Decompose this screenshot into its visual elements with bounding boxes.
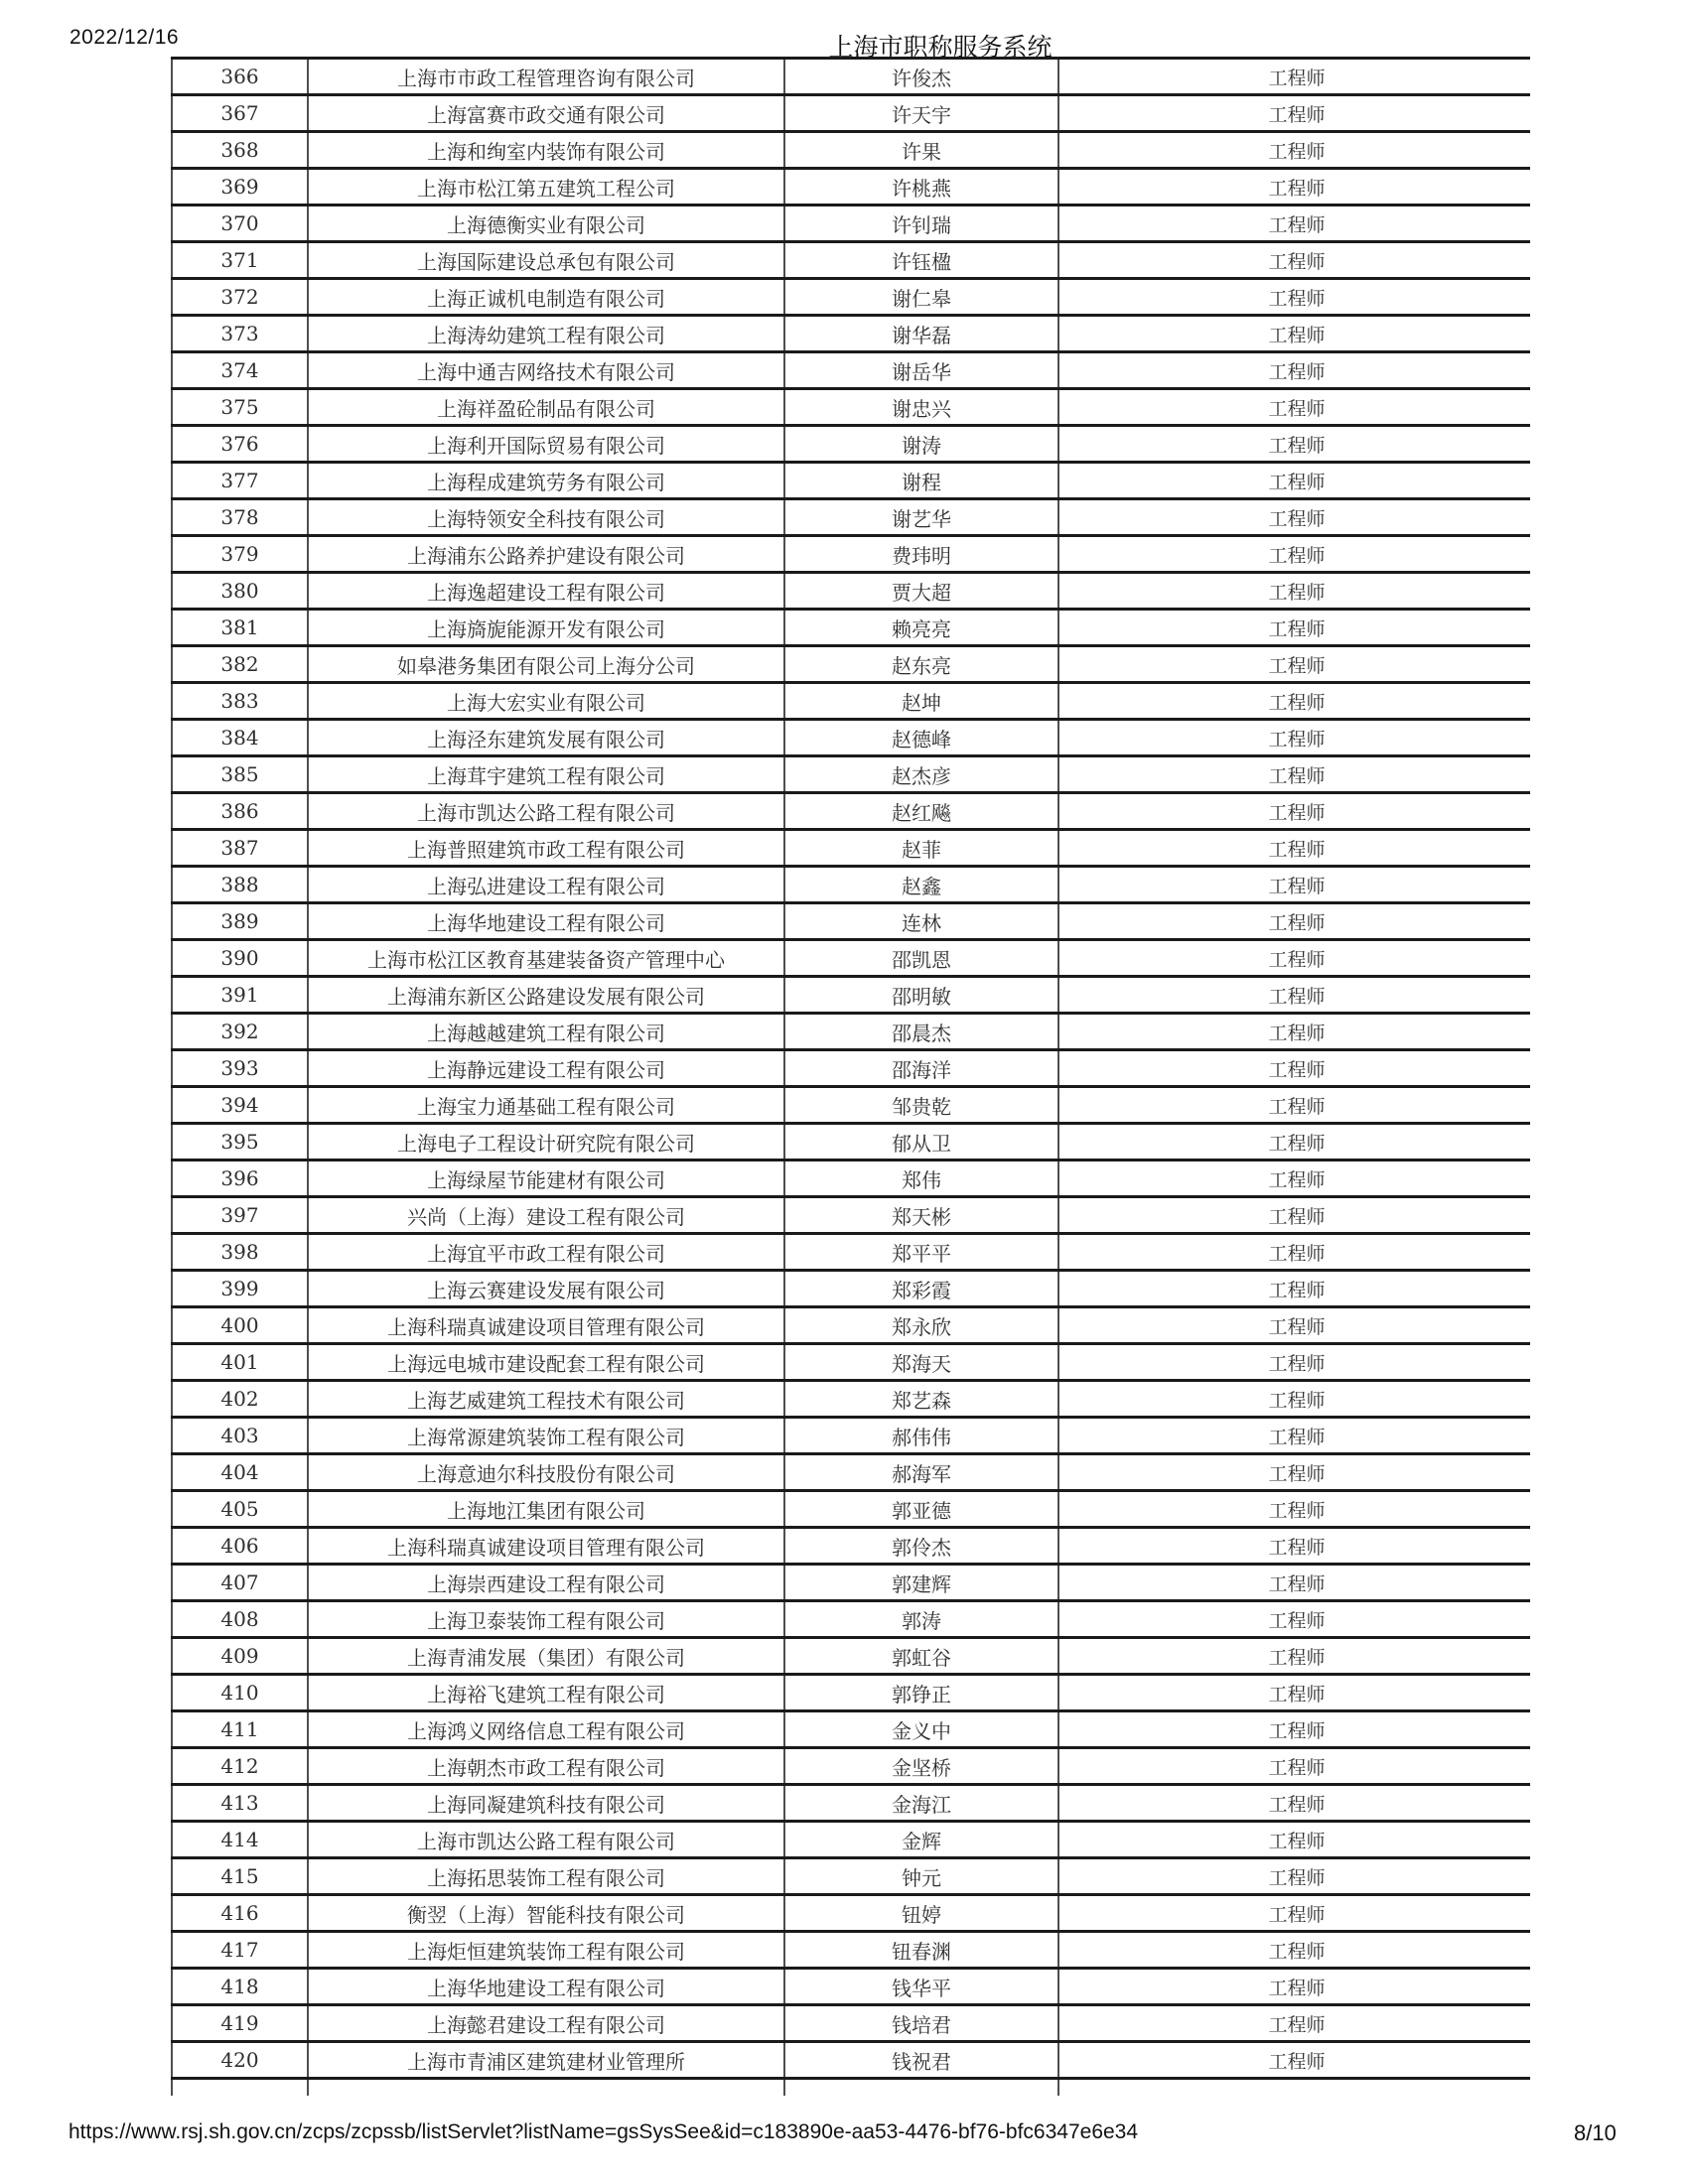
row-number-cell: 378 bbox=[172, 499, 308, 536]
person-name-cell: 邵海洋 bbox=[784, 1050, 1058, 1087]
row-number-cell: 381 bbox=[172, 610, 308, 646]
table-row bbox=[172, 1638, 1530, 1675]
job-title-cell: 工程师 bbox=[1058, 352, 1530, 389]
person-name-cell: 谢艺华 bbox=[784, 499, 1058, 536]
row-number-cell: 389 bbox=[172, 903, 308, 940]
company-cell: 上海电子工程设计研究院有限公司 bbox=[308, 1124, 784, 1160]
table-row bbox=[172, 1307, 1530, 1344]
table-row bbox=[172, 830, 1530, 867]
row-number-cell: 400 bbox=[172, 1307, 308, 1344]
person-name-cell: 钱祝君 bbox=[784, 2042, 1058, 2079]
company-cell: 上海茸宇建筑工程有限公司 bbox=[308, 756, 784, 793]
job-title-cell: 工程师 bbox=[1058, 867, 1530, 903]
person-name-cell: 郝伟伟 bbox=[784, 1418, 1058, 1454]
job-title-cell: 工程师 bbox=[1058, 1491, 1530, 1528]
row-number-cell: 418 bbox=[172, 1969, 308, 2005]
row-number-cell: 377 bbox=[172, 463, 308, 499]
person-name-cell: 谢岳华 bbox=[784, 352, 1058, 389]
table-row bbox=[172, 1932, 1530, 1969]
person-name-cell: 郑永欣 bbox=[784, 1307, 1058, 1344]
row-number-cell: 415 bbox=[172, 1858, 308, 1895]
print-footer-url: https://www.rsj.sh.gov.cn/zcps/zcpssb/listServlet?listName=gsSysSee&id=c183890e-aa53-4476-bf76-bfc6347e6e34 bbox=[69, 2120, 1139, 2143]
table-row bbox=[172, 1197, 1530, 1234]
job-title-cell: 工程师 bbox=[1058, 1160, 1530, 1197]
row-number-cell: 403 bbox=[172, 1418, 308, 1454]
company-cell: 上海同凝建筑科技有限公司 bbox=[308, 1785, 784, 1822]
person-name-cell: 费玮明 bbox=[784, 536, 1058, 573]
job-title-cell: 工程师 bbox=[1058, 1601, 1530, 1638]
table-row bbox=[172, 1785, 1530, 1822]
job-title-cell: 工程师 bbox=[1058, 1307, 1530, 1344]
empty-cell bbox=[308, 2079, 784, 2097]
empty-cell bbox=[172, 2079, 308, 2097]
person-name-cell: 邵明敏 bbox=[784, 977, 1058, 1014]
print-date: 2022/12/16 bbox=[70, 26, 180, 49]
company-cell: 上海绿屋节能建材有限公司 bbox=[308, 1160, 784, 1197]
page-number: 8/10 bbox=[1574, 2120, 1617, 2145]
person-name-cell: 钮春渊 bbox=[784, 1932, 1058, 1969]
person-name-cell: 贾大超 bbox=[784, 573, 1058, 610]
person-name-cell: 许钰楹 bbox=[784, 242, 1058, 279]
roster-table-wrap bbox=[171, 57, 1530, 2096]
job-title-cell: 工程师 bbox=[1058, 940, 1530, 977]
row-number-cell: 387 bbox=[172, 830, 308, 867]
company-cell: 上海浦东公路养护建设有限公司 bbox=[308, 536, 784, 573]
row-number-cell: 380 bbox=[172, 573, 308, 610]
table-row bbox=[172, 867, 1530, 903]
person-name-cell: 邵凯恩 bbox=[784, 940, 1058, 977]
table-row bbox=[172, 1050, 1530, 1087]
table-row bbox=[172, 940, 1530, 977]
person-name-cell: 赵东亮 bbox=[784, 646, 1058, 683]
person-name-cell: 谢涛 bbox=[784, 426, 1058, 463]
person-name-cell: 郑平平 bbox=[784, 1234, 1058, 1271]
row-number-cell: 414 bbox=[172, 1822, 308, 1858]
person-name-cell: 许俊杰 bbox=[784, 59, 1058, 95]
company-cell: 上海地江集团有限公司 bbox=[308, 1491, 784, 1528]
table-row bbox=[172, 536, 1530, 573]
job-title-cell: 工程师 bbox=[1058, 793, 1530, 830]
company-cell: 上海拓思装饰工程有限公司 bbox=[308, 1858, 784, 1895]
company-cell: 上海宜平市政工程有限公司 bbox=[308, 1234, 784, 1271]
table-row bbox=[172, 1858, 1530, 1895]
person-name-cell: 郑天彬 bbox=[784, 1197, 1058, 1234]
job-title-cell: 工程师 bbox=[1058, 279, 1530, 316]
company-cell: 上海浦东新区公路建设发展有限公司 bbox=[308, 977, 784, 1014]
page-title: 上海市职称服务系统 bbox=[828, 34, 1053, 62]
job-title-cell: 工程师 bbox=[1058, 1087, 1530, 1124]
row-number-cell: 409 bbox=[172, 1638, 308, 1675]
company-cell: 上海朝杰市政工程有限公司 bbox=[308, 1748, 784, 1785]
company-cell: 上海卫泰装饰工程有限公司 bbox=[308, 1601, 784, 1638]
row-number-cell: 386 bbox=[172, 793, 308, 830]
company-cell: 上海市松江区教育基建装备资产管理中心 bbox=[308, 940, 784, 977]
company-cell: 上海和绚室内装饰有限公司 bbox=[308, 132, 784, 169]
company-cell: 上海利开国际贸易有限公司 bbox=[308, 426, 784, 463]
company-cell: 上海市松江第五建筑工程公司 bbox=[308, 169, 784, 205]
job-title-cell: 工程师 bbox=[1058, 610, 1530, 646]
company-cell: 上海涛幼建筑工程有限公司 bbox=[308, 316, 784, 352]
person-name-cell: 钱培君 bbox=[784, 2005, 1058, 2042]
company-cell: 上海普照建筑市政工程有限公司 bbox=[308, 830, 784, 867]
table-row bbox=[172, 1528, 1530, 1565]
job-title-cell: 工程师 bbox=[1058, 1638, 1530, 1675]
table-row bbox=[172, 1344, 1530, 1381]
row-number-cell: 407 bbox=[172, 1565, 308, 1601]
company-cell: 上海逸超建设工程有限公司 bbox=[308, 573, 784, 610]
company-cell: 上海弘进建设工程有限公司 bbox=[308, 867, 784, 903]
row-number-cell: 388 bbox=[172, 867, 308, 903]
job-title-cell: 工程师 bbox=[1058, 242, 1530, 279]
company-cell: 上海中通吉网络技术有限公司 bbox=[308, 352, 784, 389]
table-row bbox=[172, 1822, 1530, 1858]
company-cell: 上海华地建设工程有限公司 bbox=[308, 903, 784, 940]
person-name-cell: 郭伶杰 bbox=[784, 1528, 1058, 1565]
person-name-cell: 钮婷 bbox=[784, 1895, 1058, 1932]
person-name-cell: 许果 bbox=[784, 132, 1058, 169]
person-name-cell: 郭涛 bbox=[784, 1601, 1058, 1638]
table-row bbox=[172, 95, 1530, 132]
person-name-cell: 赖亮亮 bbox=[784, 610, 1058, 646]
job-title-cell: 工程师 bbox=[1058, 977, 1530, 1014]
title-roster-table bbox=[171, 57, 1530, 2096]
job-title-cell: 工程师 bbox=[1058, 1124, 1530, 1160]
table-row bbox=[172, 426, 1530, 463]
job-title-cell: 工程师 bbox=[1058, 1418, 1530, 1454]
job-title-cell: 工程师 bbox=[1058, 1822, 1530, 1858]
table-row bbox=[172, 316, 1530, 352]
company-cell: 上海意迪尔科技股份有限公司 bbox=[308, 1454, 784, 1491]
row-number-cell: 397 bbox=[172, 1197, 308, 1234]
company-cell: 上海富赛市政交通有限公司 bbox=[308, 95, 784, 132]
table-row bbox=[172, 1675, 1530, 1711]
row-number-cell: 405 bbox=[172, 1491, 308, 1528]
table-row bbox=[172, 132, 1530, 169]
job-title-cell: 工程师 bbox=[1058, 1785, 1530, 1822]
table-row bbox=[172, 1234, 1530, 1271]
row-number-cell: 375 bbox=[172, 389, 308, 426]
row-number-cell: 373 bbox=[172, 316, 308, 352]
company-cell: 上海静远建设工程有限公司 bbox=[308, 1050, 784, 1087]
company-cell: 上海常源建筑装饰工程有限公司 bbox=[308, 1418, 784, 1454]
job-title-cell: 工程师 bbox=[1058, 1858, 1530, 1895]
table-row bbox=[172, 1711, 1530, 1748]
job-title-cell: 工程师 bbox=[1058, 1454, 1530, 1491]
company-cell: 上海特领安全科技有限公司 bbox=[308, 499, 784, 536]
job-title-cell: 工程师 bbox=[1058, 463, 1530, 499]
company-cell: 上海青浦发展（集团）有限公司 bbox=[308, 1638, 784, 1675]
job-title-cell: 工程师 bbox=[1058, 1014, 1530, 1050]
job-title-cell: 工程师 bbox=[1058, 646, 1530, 683]
person-name-cell: 谢仁皋 bbox=[784, 279, 1058, 316]
company-cell: 上海科瑞真诚建设项目管理有限公司 bbox=[308, 1528, 784, 1565]
job-title-cell: 工程师 bbox=[1058, 536, 1530, 573]
row-number-cell: 372 bbox=[172, 279, 308, 316]
table-row bbox=[172, 1271, 1530, 1307]
job-title-cell: 工程师 bbox=[1058, 1381, 1530, 1418]
company-cell: 上海祥盈砼制品有限公司 bbox=[308, 389, 784, 426]
row-number-cell: 413 bbox=[172, 1785, 308, 1822]
person-name-cell: 赵德峰 bbox=[784, 720, 1058, 756]
table-row bbox=[172, 793, 1530, 830]
table-row bbox=[172, 1014, 1530, 1050]
empty-cell bbox=[784, 2079, 1058, 2097]
person-name-cell: 郁从卫 bbox=[784, 1124, 1058, 1160]
job-title-cell: 工程师 bbox=[1058, 1895, 1530, 1932]
row-number-cell: 420 bbox=[172, 2042, 308, 2079]
row-number-cell: 401 bbox=[172, 1344, 308, 1381]
person-name-cell: 郭建辉 bbox=[784, 1565, 1058, 1601]
company-cell: 上海云赛建设发展有限公司 bbox=[308, 1271, 784, 1307]
job-title-cell: 工程师 bbox=[1058, 95, 1530, 132]
table-row bbox=[172, 1418, 1530, 1454]
job-title-cell: 工程师 bbox=[1058, 1344, 1530, 1381]
row-number-cell: 411 bbox=[172, 1711, 308, 1748]
row-number-cell: 370 bbox=[172, 205, 308, 242]
table-row bbox=[172, 1454, 1530, 1491]
row-number-cell: 382 bbox=[172, 646, 308, 683]
row-number-cell: 406 bbox=[172, 1528, 308, 1565]
job-title-cell: 工程师 bbox=[1058, 1748, 1530, 1785]
row-number-cell: 368 bbox=[172, 132, 308, 169]
table-row bbox=[172, 463, 1530, 499]
table-row bbox=[172, 279, 1530, 316]
person-name-cell: 郑海天 bbox=[784, 1344, 1058, 1381]
job-title-cell: 工程师 bbox=[1058, 1234, 1530, 1271]
person-name-cell: 郑伟 bbox=[784, 1160, 1058, 1197]
person-name-cell: 金义中 bbox=[784, 1711, 1058, 1748]
table-row bbox=[172, 977, 1530, 1014]
job-title-cell: 工程师 bbox=[1058, 1050, 1530, 1087]
company-cell: 如皋港务集团有限公司上海分公司 bbox=[308, 646, 784, 683]
company-cell: 上海市市政工程管理咨询有限公司 bbox=[308, 59, 784, 95]
table-row bbox=[172, 903, 1530, 940]
company-cell: 上海炬恒建筑装饰工程有限公司 bbox=[308, 1932, 784, 1969]
row-number-cell: 396 bbox=[172, 1160, 308, 1197]
person-name-cell: 郝海军 bbox=[784, 1454, 1058, 1491]
company-cell: 上海艺威建筑工程技术有限公司 bbox=[308, 1381, 784, 1418]
row-number-cell: 398 bbox=[172, 1234, 308, 1271]
company-cell: 上海懿君建设工程有限公司 bbox=[308, 2005, 784, 2042]
person-name-cell: 郭亚德 bbox=[784, 1491, 1058, 1528]
job-title-cell: 工程师 bbox=[1058, 1969, 1530, 2005]
table-row bbox=[172, 169, 1530, 205]
job-title-cell: 工程师 bbox=[1058, 2005, 1530, 2042]
company-cell: 上海旖旎能源开发有限公司 bbox=[308, 610, 784, 646]
company-cell: 上海市青浦区建筑建材业管理所 bbox=[308, 2042, 784, 2079]
job-title-cell: 工程师 bbox=[1058, 169, 1530, 205]
job-title-cell: 工程师 bbox=[1058, 389, 1530, 426]
row-number-cell: 390 bbox=[172, 940, 308, 977]
person-name-cell: 郭虹谷 bbox=[784, 1638, 1058, 1675]
table-row bbox=[172, 683, 1530, 720]
job-title-cell: 工程师 bbox=[1058, 720, 1530, 756]
company-cell: 上海裕飞建筑工程有限公司 bbox=[308, 1675, 784, 1711]
table-row bbox=[172, 352, 1530, 389]
job-title-cell: 工程师 bbox=[1058, 1528, 1530, 1565]
person-name-cell: 郭铮正 bbox=[784, 1675, 1058, 1711]
person-name-cell: 许天宇 bbox=[784, 95, 1058, 132]
table-row bbox=[172, 2005, 1530, 2042]
job-title-cell: 工程师 bbox=[1058, 205, 1530, 242]
person-name-cell: 许钊瑞 bbox=[784, 205, 1058, 242]
company-cell: 兴尚（上海）建设工程有限公司 bbox=[308, 1197, 784, 1234]
person-name-cell: 连林 bbox=[784, 903, 1058, 940]
row-number-cell: 394 bbox=[172, 1087, 308, 1124]
table-row bbox=[172, 205, 1530, 242]
table-row bbox=[172, 242, 1530, 279]
job-title-cell: 工程师 bbox=[1058, 1675, 1530, 1711]
row-number-cell: 419 bbox=[172, 2005, 308, 2042]
person-name-cell: 赵坤 bbox=[784, 683, 1058, 720]
company-cell: 衡翌（上海）智能科技有限公司 bbox=[308, 1895, 784, 1932]
table-row bbox=[172, 1124, 1530, 1160]
table-row bbox=[172, 1087, 1530, 1124]
job-title-cell: 工程师 bbox=[1058, 683, 1530, 720]
row-number-cell: 410 bbox=[172, 1675, 308, 1711]
table-row bbox=[172, 610, 1530, 646]
job-title-cell: 工程师 bbox=[1058, 1271, 1530, 1307]
company-cell: 上海远电城市建设配套工程有限公司 bbox=[308, 1344, 784, 1381]
row-number-cell: 395 bbox=[172, 1124, 308, 1160]
row-number-cell: 404 bbox=[172, 1454, 308, 1491]
table-row bbox=[172, 1748, 1530, 1785]
table-row bbox=[172, 389, 1530, 426]
person-name-cell: 谢程 bbox=[784, 463, 1058, 499]
row-number-cell: 369 bbox=[172, 169, 308, 205]
company-cell: 上海正诚机电制造有限公司 bbox=[308, 279, 784, 316]
table-row bbox=[172, 1160, 1530, 1197]
person-name-cell: 赵杰彦 bbox=[784, 756, 1058, 793]
company-cell: 上海宝力通基础工程有限公司 bbox=[308, 1087, 784, 1124]
table-partial-row bbox=[172, 2079, 1530, 2097]
company-cell: 上海崇西建设工程有限公司 bbox=[308, 1565, 784, 1601]
job-title-cell: 工程师 bbox=[1058, 573, 1530, 610]
job-title-cell: 工程师 bbox=[1058, 2042, 1530, 2079]
row-number-cell: 416 bbox=[172, 1895, 308, 1932]
table-row bbox=[172, 1381, 1530, 1418]
company-cell: 上海华地建设工程有限公司 bbox=[308, 1969, 784, 2005]
company-cell: 上海市凯达公路工程有限公司 bbox=[308, 1822, 784, 1858]
job-title-cell: 工程师 bbox=[1058, 59, 1530, 95]
row-number-cell: 393 bbox=[172, 1050, 308, 1087]
table-row bbox=[172, 59, 1530, 95]
row-number-cell: 408 bbox=[172, 1601, 308, 1638]
company-cell: 上海泾东建筑发展有限公司 bbox=[308, 720, 784, 756]
person-name-cell: 金坚桥 bbox=[784, 1748, 1058, 1785]
row-number-cell: 391 bbox=[172, 977, 308, 1014]
person-name-cell: 邹贵乾 bbox=[784, 1087, 1058, 1124]
table-row bbox=[172, 720, 1530, 756]
table-row bbox=[172, 1895, 1530, 1932]
row-number-cell: 384 bbox=[172, 720, 308, 756]
row-number-cell: 371 bbox=[172, 242, 308, 279]
company-cell: 上海国际建设总承包有限公司 bbox=[308, 242, 784, 279]
job-title-cell: 工程师 bbox=[1058, 830, 1530, 867]
table-row bbox=[172, 646, 1530, 683]
person-name-cell: 金海江 bbox=[784, 1785, 1058, 1822]
person-name-cell: 赵鑫 bbox=[784, 867, 1058, 903]
row-number-cell: 417 bbox=[172, 1932, 308, 1969]
job-title-cell: 工程师 bbox=[1058, 316, 1530, 352]
table-row bbox=[172, 499, 1530, 536]
company-cell: 上海科瑞真诚建设项目管理有限公司 bbox=[308, 1307, 784, 1344]
person-name-cell: 郑彩霞 bbox=[784, 1271, 1058, 1307]
person-name-cell: 赵红飚 bbox=[784, 793, 1058, 830]
person-name-cell: 谢华磊 bbox=[784, 316, 1058, 352]
row-number-cell: 376 bbox=[172, 426, 308, 463]
table-row bbox=[172, 756, 1530, 793]
row-number-cell: 402 bbox=[172, 1381, 308, 1418]
person-name-cell: 赵菲 bbox=[784, 830, 1058, 867]
row-number-cell: 366 bbox=[172, 59, 308, 95]
job-title-cell: 工程师 bbox=[1058, 426, 1530, 463]
row-number-cell: 399 bbox=[172, 1271, 308, 1307]
person-name-cell: 许桃燕 bbox=[784, 169, 1058, 205]
person-name-cell: 钱华平 bbox=[784, 1969, 1058, 2005]
job-title-cell: 工程师 bbox=[1058, 1197, 1530, 1234]
row-number-cell: 392 bbox=[172, 1014, 308, 1050]
person-name-cell: 谢忠兴 bbox=[784, 389, 1058, 426]
company-cell: 上海程成建筑劳务有限公司 bbox=[308, 463, 784, 499]
row-number-cell: 367 bbox=[172, 95, 308, 132]
job-title-cell: 工程师 bbox=[1058, 756, 1530, 793]
person-name-cell: 金辉 bbox=[784, 1822, 1058, 1858]
table-row bbox=[172, 1491, 1530, 1528]
company-cell: 上海市凯达公路工程有限公司 bbox=[308, 793, 784, 830]
job-title-cell: 工程师 bbox=[1058, 1711, 1530, 1748]
row-number-cell: 374 bbox=[172, 352, 308, 389]
table-row bbox=[172, 573, 1530, 610]
job-title-cell: 工程师 bbox=[1058, 499, 1530, 536]
job-title-cell: 工程师 bbox=[1058, 132, 1530, 169]
job-title-cell: 工程师 bbox=[1058, 1565, 1530, 1601]
row-number-cell: 412 bbox=[172, 1748, 308, 1785]
person-name-cell: 郑艺森 bbox=[784, 1381, 1058, 1418]
company-cell: 上海大宏实业有限公司 bbox=[308, 683, 784, 720]
table-row bbox=[172, 1969, 1530, 2005]
job-title-cell: 工程师 bbox=[1058, 1932, 1530, 1969]
company-cell: 上海鸿义网络信息工程有限公司 bbox=[308, 1711, 784, 1748]
table-row bbox=[172, 1601, 1530, 1638]
job-title-cell: 工程师 bbox=[1058, 903, 1530, 940]
person-name-cell: 钟元 bbox=[784, 1858, 1058, 1895]
empty-cell bbox=[1058, 2079, 1530, 2097]
table-row bbox=[172, 1565, 1530, 1601]
company-cell: 上海德衡实业有限公司 bbox=[308, 205, 784, 242]
row-number-cell: 383 bbox=[172, 683, 308, 720]
person-name-cell: 邵晨杰 bbox=[784, 1014, 1058, 1050]
row-number-cell: 385 bbox=[172, 756, 308, 793]
row-number-cell: 379 bbox=[172, 536, 308, 573]
table-row bbox=[172, 2042, 1530, 2079]
company-cell: 上海越越建筑工程有限公司 bbox=[308, 1014, 784, 1050]
